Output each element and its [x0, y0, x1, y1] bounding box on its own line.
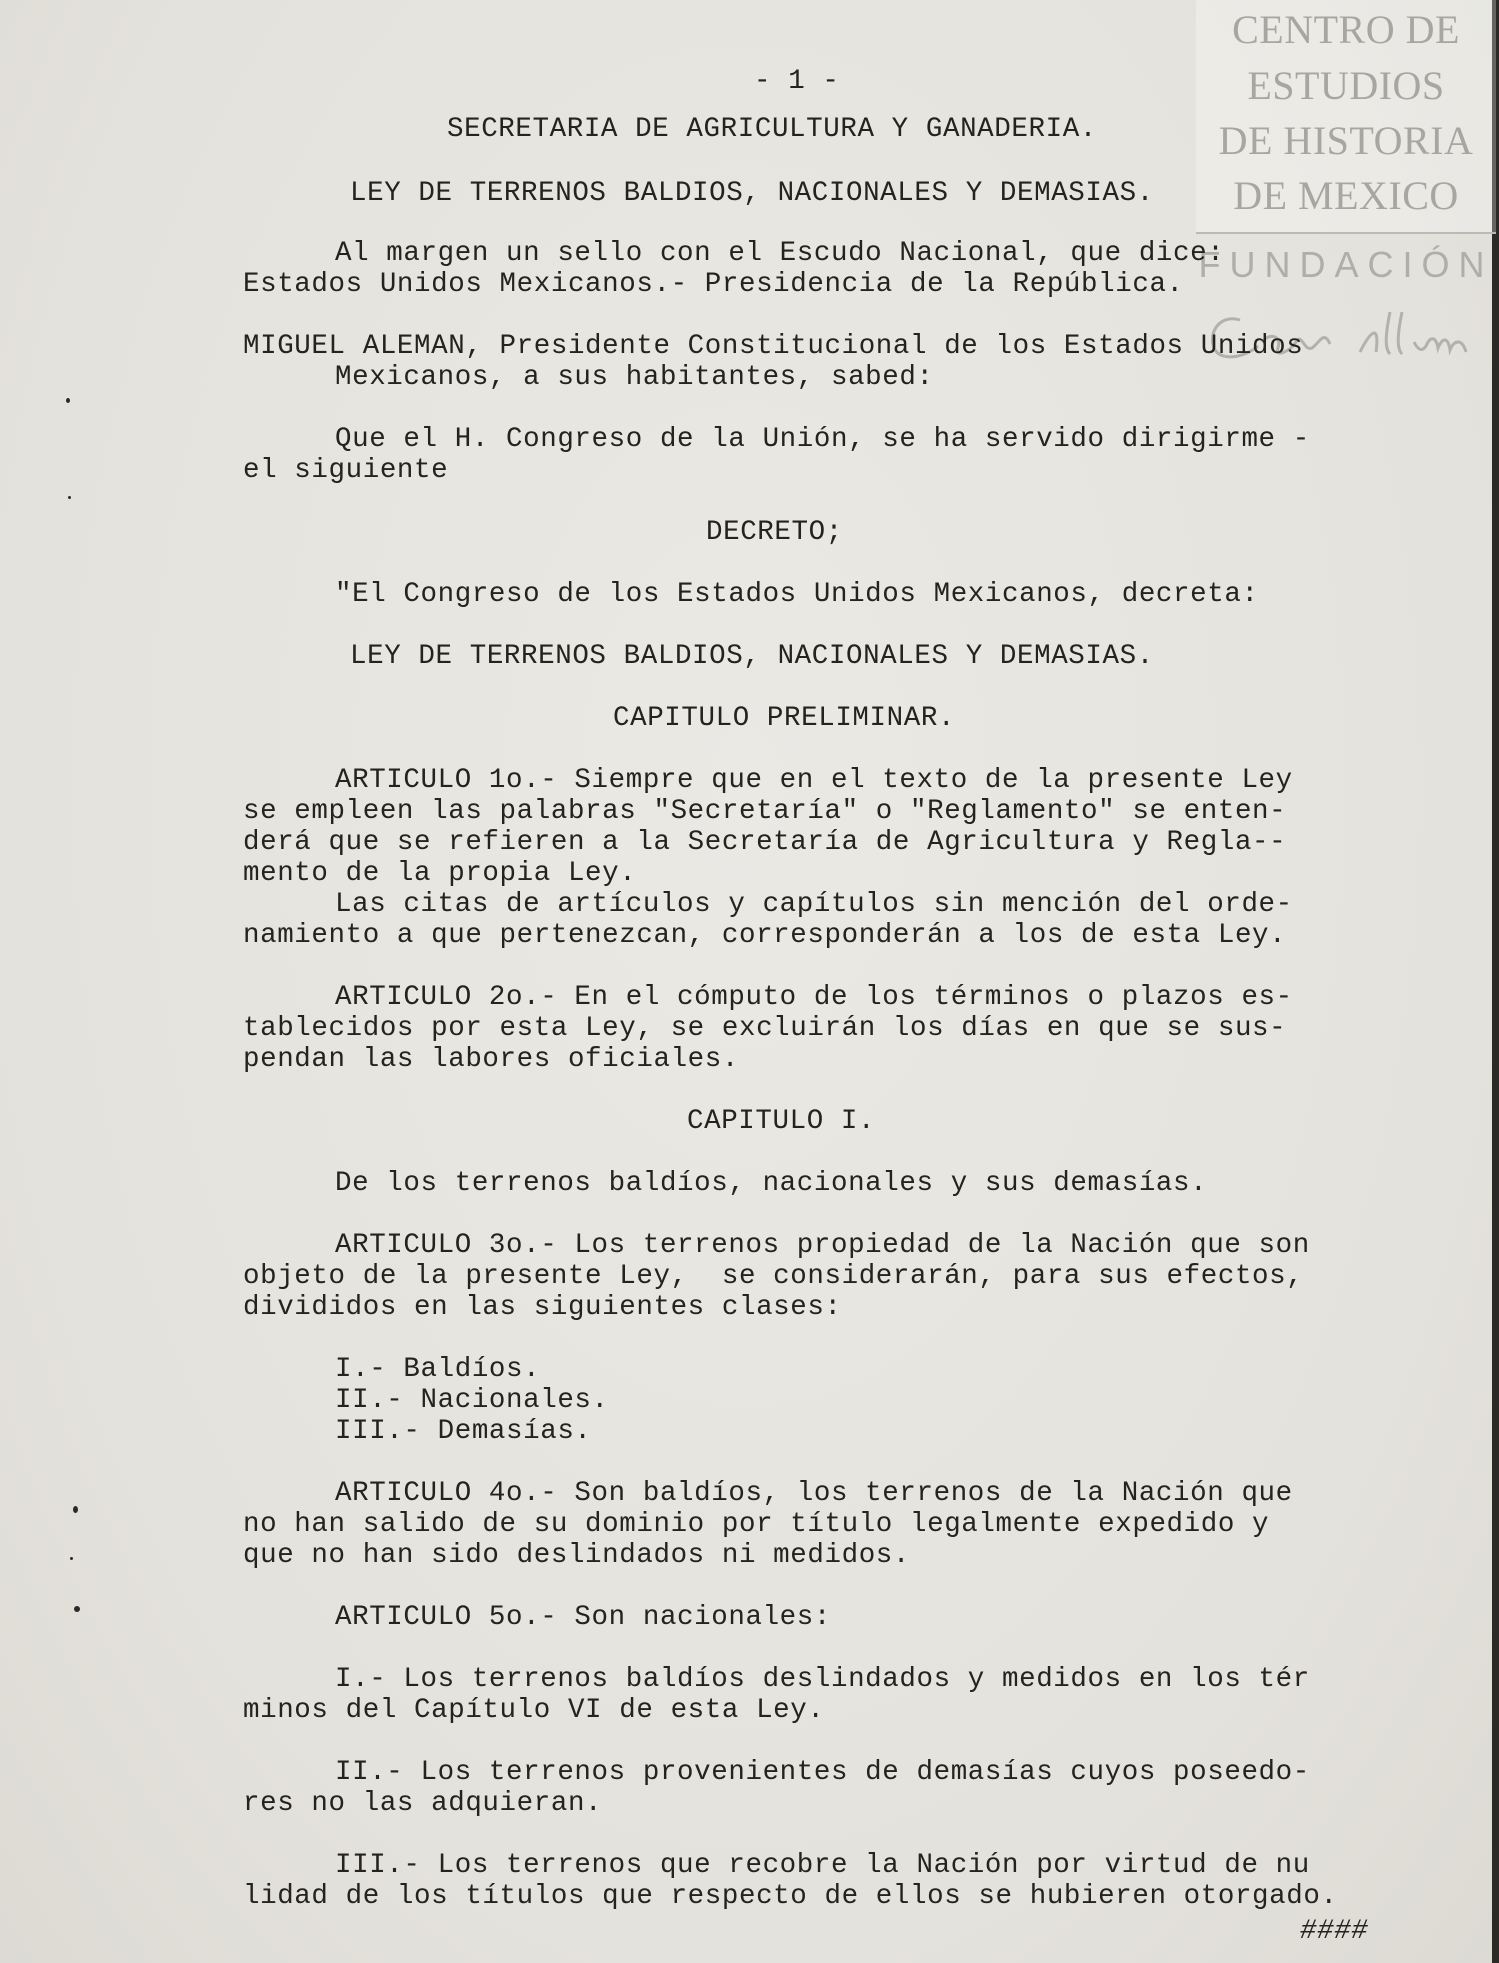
chapter-1-subtitle: De los terrenos baldíos, nacionales y sus demasías.: [335, 1168, 1208, 1199]
law-title: LEY DE TERRENOS BALDIOS, NACIONALES Y DEMASIAS.: [350, 178, 1154, 209]
ink-mark: [73, 1506, 78, 1513]
article-5-item: minos del Capítulo VI de esta Ley.: [243, 1695, 825, 1726]
watermark-line: ESTUDIOS: [1247, 63, 1445, 108]
article-4-line: ARTICULO 4o.- Son baldíos, los terrenos de la Nación que: [335, 1478, 1293, 1509]
article-1-line: derá que se refieren a la Secretaría de Agricultura y Regla--: [243, 827, 1287, 858]
watermark-line: CENTRO DE: [1232, 7, 1460, 52]
watermark-fundacion: FUNDACIÓN: [1198, 244, 1494, 285]
article-3-item: II.- Nacionales.: [335, 1385, 609, 1416]
article-2-line: tablecidos por esta Ley, se excluirán los días en que se sus-: [243, 1013, 1287, 1044]
ink-mark: [66, 398, 70, 403]
article-1-line: mento de la propia Ley.: [243, 858, 637, 889]
article-3-line: divididos en las siguientes clases:: [243, 1292, 842, 1323]
article-1-line: namiento a que pertenezcan, corresponderán a los de esta Ley.: [243, 920, 1287, 951]
president-line: MIGUEL ALEMAN, Presidente Constitucional de los Estados Unidos: [243, 331, 1304, 362]
congress-line: Que el H. Congreso de la Unión, se ha servido dirigirme -: [335, 424, 1310, 455]
article-3-line: objeto de la presente Ley, se considerarán, para sus efectos,: [243, 1261, 1304, 1292]
article-2-line: ARTICULO 2o.- En el cómputo de los términos o plazos es-: [335, 982, 1293, 1013]
article-1-line: ARTICULO 1o.- Siempre que en el texto de la presente Ley: [335, 765, 1293, 796]
decreta-line: "El Congreso de los Estados Unidos Mexicanos, decreta:: [335, 579, 1259, 610]
article-1-line: Las citas de artículos y capítulos sin mención del orde-: [335, 889, 1293, 920]
president-line: Mexicanos, a sus habitantes, sabed:: [335, 362, 934, 393]
article-5-item: III.- Los terrenos que recobre la Nación por virtud de nu: [335, 1850, 1310, 1881]
article-5-item: II.- Los terrenos provenientes de demasías cuyos poseedo-: [335, 1757, 1310, 1788]
seal-line: Al margen un sello con el Escudo Nacional, que dice:: [335, 238, 1225, 269]
chapter-1-heading: CAPITULO I.: [687, 1106, 876, 1137]
watermark-line: DE HISTORIA: [1218, 118, 1474, 163]
footer-marks: ####: [1300, 1916, 1369, 1947]
ministry-heading: SECRETARIA DE AGRICULTURA Y GANADERIA.: [447, 114, 1097, 145]
watermark-divider: [1196, 232, 1496, 234]
ink-mark: [68, 496, 71, 499]
article-5-item: lidad de los títulos que respecto de ellos se hubieren otorgado.: [243, 1881, 1338, 1912]
watermark-line: DE MEXICO: [1233, 173, 1459, 218]
chapter-preliminar-heading: CAPITULO PRELIMINAR.: [613, 703, 956, 734]
ink-mark: [70, 1557, 73, 1560]
page-number: - 1 -: [754, 66, 840, 97]
article-4-line: que no han sido deslindados ni medidos.: [243, 1540, 911, 1571]
article-2-line: pendan las labores oficiales.: [243, 1044, 739, 1075]
law-title-repeat: LEY DE TERRENOS BALDIOS, NACIONALES Y DEMASIAS.: [350, 641, 1154, 672]
article-5-item: res no las adquieran.: [243, 1788, 603, 1819]
seal-line: Estados Unidos Mexicanos.- Presidencia de la República.: [243, 269, 1184, 300]
article-5-line: ARTICULO 5o.- Son nacionales:: [335, 1602, 831, 1633]
article-5-item: I.- Los terrenos baldíos deslindados y medidos en los tér: [335, 1664, 1310, 1695]
ink-mark: [74, 1606, 80, 1612]
article-4-line: no han salido de su dominio por título legalmente expedido y: [243, 1509, 1270, 1540]
article-1-line: se empleen las palabras "Secretaría" o "Reglamento" se enten-: [243, 796, 1287, 827]
archive-watermark: [1196, 0, 1496, 232]
congress-line: el siguiente: [243, 455, 449, 486]
decreto-heading: DECRETO;: [706, 517, 843, 548]
article-3-line: ARTICULO 3o.- Los terrenos propiedad de la Nación que son: [335, 1230, 1310, 1261]
article-3-item: I.- Baldíos.: [335, 1354, 541, 1385]
article-3-item: III.- Demasías.: [335, 1416, 592, 1447]
